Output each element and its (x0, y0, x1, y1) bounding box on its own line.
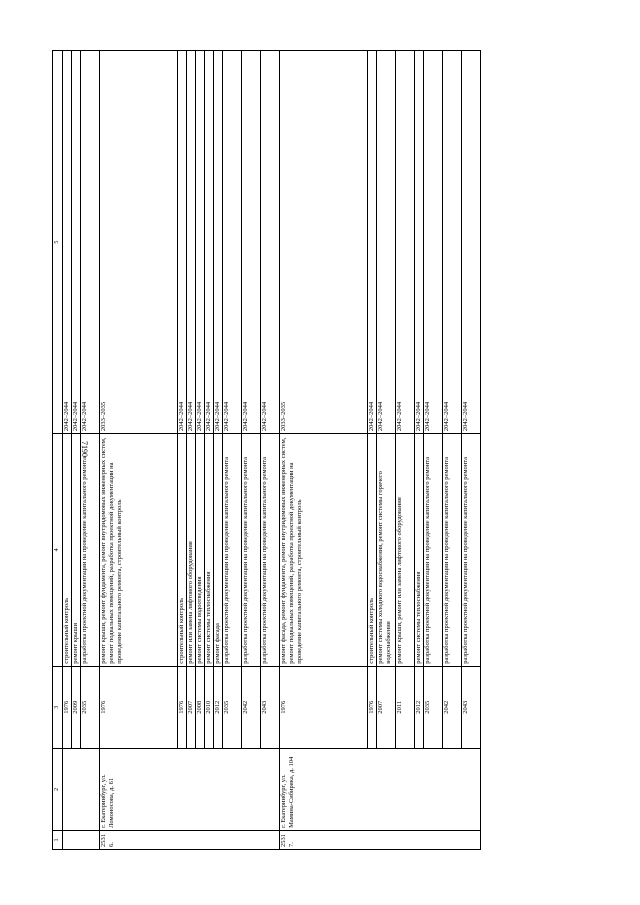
work-type-cell: разработка проектной документации на проведение капитального ремонта (261, 434, 280, 667)
table-row (72, 51, 81, 850)
work-type-cell: разработка проектной документации на проведение капитального ремонта (242, 434, 261, 667)
table-row (63, 51, 72, 850)
year-cell: 2008 (196, 666, 205, 748)
work-type-cell: разработка проектной документации на проведение капитального ремонта (443, 434, 462, 667)
table-row (205, 51, 214, 850)
table-row (424, 51, 443, 850)
year-cell: 2007 (377, 666, 396, 748)
period-cell: 2042–2044 (396, 51, 415, 434)
period-cell: 2042–2044 (242, 51, 261, 434)
year-cell: 2042 (443, 666, 462, 748)
year-cell: 2012 (415, 666, 424, 748)
repair-schedule-table (52, 50, 481, 850)
rotated-page (52, 50, 588, 850)
work-type-cell: строительный контроль (178, 434, 187, 667)
address-cell: г. Екатеринбург, ул. Ломоносова, д. 61 (100, 748, 280, 830)
table-row (223, 51, 242, 850)
year-cell: 1976 (63, 666, 72, 748)
table-row (214, 51, 223, 850)
year-cell: 2007 (187, 666, 196, 748)
table-row (396, 51, 415, 850)
table-row (443, 51, 462, 850)
period-cell: 2042–2044 (214, 51, 223, 434)
period-cell: 2033–2035 (100, 51, 178, 434)
period-cell: 2042–2044 (196, 51, 205, 434)
address-cell (63, 748, 100, 830)
year-cell: 2035 (223, 666, 242, 748)
year-cell: 2043 (462, 666, 481, 748)
table-row (415, 51, 424, 850)
work-type-cell: ремонт фасада, ремонт фундамента, ремонт внутридомовых инженерных систем, ремонт подвальных помещений, разработка проектной документации на проведение капитального ремонта, строительный контроль (280, 434, 368, 667)
table-row (377, 51, 396, 850)
work-type-cell: разработка проектной документации на проведение капитального ремонта (462, 434, 481, 667)
period-cell: 2042–2044 (443, 51, 462, 434)
table-row (187, 51, 196, 850)
work-type-cell: разработка проектной документации на проведение капитального ремонта (223, 434, 242, 667)
work-type-cell: ремонт системы теплоснабжения (415, 434, 424, 667)
work-type-cell: ремонт системы холодного водоснабжения, ремонт системы горячего водоснабжения (377, 434, 396, 667)
year-cell: 2035 (424, 666, 443, 748)
table-row (280, 51, 368, 850)
year-cell: 2012 (214, 666, 223, 748)
year-cell: 2042 (242, 666, 261, 748)
header-col-5: 5 (53, 51, 63, 434)
year-cell: 1976 (178, 666, 187, 748)
work-type-cell: ремонт крыши (72, 434, 81, 667)
work-type-cell: строительный контроль (368, 434, 377, 667)
period-cell: 2042–2044 (187, 51, 196, 434)
year-cell: 1976 (100, 666, 178, 748)
table-row (81, 51, 100, 850)
period-cell: 2042–2044 (72, 51, 81, 434)
period-cell: 2042–2044 (81, 51, 100, 434)
period-cell: 2042–2044 (424, 51, 443, 434)
year-cell: 1976 (280, 666, 368, 748)
period-cell: 2042–2044 (368, 51, 377, 434)
row-number (63, 830, 100, 849)
period-cell: 2042–2044 (261, 51, 280, 434)
table-row (368, 51, 377, 850)
table-row (462, 51, 481, 850)
period-cell: 2042–2044 (63, 51, 72, 434)
row-number: 25317. (280, 830, 481, 849)
header-col-3: 3 (53, 666, 63, 748)
year-cell: 2043 (261, 666, 280, 748)
header-col-1: 1 (53, 830, 63, 849)
work-type-cell: разработка проектной документации на проведение капитального ремонта (81, 434, 100, 667)
year-cell: 2011 (396, 666, 415, 748)
work-type-cell: ремонт крыши, ремонт фундамента, ремонт внутридомовых инженерных систем, ремонт подвальных помещений, разработка проектной документации на проведение капитального ремонта, строительный контроль (100, 434, 178, 667)
table-row (242, 51, 261, 850)
work-type-cell: ремонт или замена лифтового оборудования (187, 434, 196, 667)
year-cell: 1976 (368, 666, 377, 748)
header-col-4: 4 (53, 434, 63, 667)
row-number: 25316. (100, 830, 280, 849)
period-cell: 2042–2044 (223, 51, 242, 434)
work-type-cell: ремонт фасада (214, 434, 223, 667)
period-cell: 2042–2044 (205, 51, 214, 434)
address-cell: г. Екатеринбург, ул. Мамина-Сибиряка, д. 104 (280, 748, 481, 830)
work-type-cell: строительный контроль (63, 434, 72, 667)
year-cell: 2035 (81, 666, 100, 748)
period-cell: 2033–2035 (280, 51, 368, 434)
work-type-cell: ремонт крыши, ремонт или замена лифтового оборудования (396, 434, 415, 667)
period-cell: 2042–2044 (178, 51, 187, 434)
table-row (196, 51, 205, 850)
table-row (178, 51, 187, 850)
period-cell: 2042–2044 (377, 51, 396, 434)
page-number: 7190 (80, 441, 89, 457)
year-cell: 2009 (72, 666, 81, 748)
work-type-cell: ремонт системы теплоснабжения (205, 434, 214, 667)
period-cell: 2042–2044 (415, 51, 424, 434)
period-cell: 2042–2044 (462, 51, 481, 434)
work-type-cell: ремонт системы водоотведения (196, 434, 205, 667)
year-cell: 2010 (205, 666, 214, 748)
table-row (261, 51, 280, 850)
header-row (53, 51, 63, 850)
header-col-2: 2 (53, 748, 63, 830)
work-type-cell: разработка проектной документации на проведение капитального ремонта (424, 434, 443, 667)
table-row (100, 51, 178, 850)
